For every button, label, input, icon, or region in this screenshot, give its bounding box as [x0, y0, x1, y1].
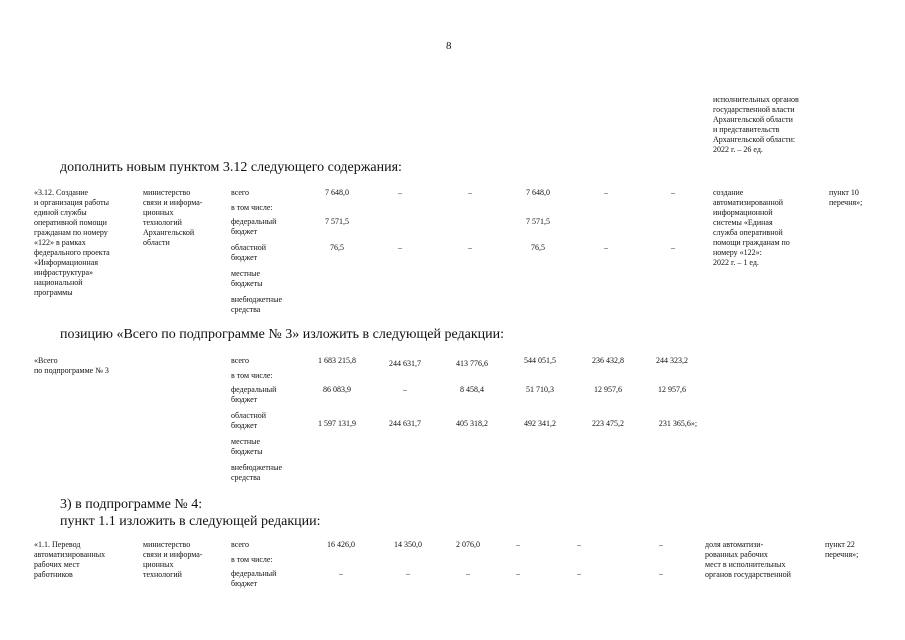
text-line: ционных: [143, 208, 174, 217]
funding-label: всего: [231, 540, 250, 549]
text-line: средства: [231, 305, 261, 314]
funding-value: –: [577, 569, 581, 578]
text-line: и представительств: [713, 125, 780, 134]
text-line: местные: [231, 269, 261, 278]
text-line: бюджеты: [231, 447, 263, 456]
text-line: государственной власти: [713, 105, 795, 114]
funding-value: –: [516, 540, 520, 549]
item-3-12-reference: [825, 188, 862, 208]
text-line: создание: [713, 188, 744, 197]
page-number: 8: [446, 40, 452, 52]
funding-value: 86 083,9: [323, 385, 351, 394]
text-line: технологий: [143, 218, 182, 227]
text-line: служба оперативной: [713, 228, 783, 237]
funding-value: –: [406, 569, 410, 578]
funding-value: 405 318,2: [456, 419, 488, 428]
item-1-1-reference: [825, 540, 858, 560]
funding-label: [231, 385, 276, 405]
text-line: пункт 10: [829, 188, 859, 197]
item-3-12-name: [34, 188, 110, 298]
text-line: программы: [34, 288, 73, 297]
funding-value: 236 432,8: [592, 356, 624, 365]
text-line: «3.12. Создание: [34, 188, 89, 197]
text-line: «Всего: [34, 356, 58, 365]
funding-value: 244 631,7: [389, 419, 421, 428]
heading-total-subprogram-3: позицию «Всего по подпрограмме № 3» изложить в следующей редакции:: [60, 327, 505, 342]
funding-value: 544 051,5: [524, 356, 556, 365]
item-1-1-result: [705, 540, 791, 580]
funding-label: [231, 411, 266, 431]
text-line: средства: [231, 473, 261, 482]
text-line: автоматизированных: [34, 550, 106, 559]
item-1-1-name: [34, 540, 105, 580]
text-line: гражданам по номеру: [34, 228, 108, 237]
funding-label: [231, 463, 282, 483]
text-line: национальной: [34, 278, 83, 287]
funding-value: 76,5: [531, 243, 545, 252]
text-line: технологий: [143, 570, 182, 579]
funding-value: 7 571,5: [325, 217, 349, 226]
text-line: федеральный: [231, 217, 277, 226]
funding-label: [231, 295, 282, 315]
text-line: «1.1. Перевод: [34, 540, 81, 549]
funding-value: –: [604, 243, 608, 252]
funding-label: [231, 437, 263, 457]
funding-value: 76,5: [330, 243, 344, 252]
text-line: «122» в рамках: [34, 238, 86, 247]
funding-value: 7 571,5: [526, 217, 550, 226]
text-line: ционных: [143, 560, 174, 569]
funding-value: –: [659, 569, 663, 578]
funding-value: 1 597 131,9: [318, 419, 356, 428]
text-line: «Информационная: [34, 258, 99, 267]
text-line: пункт 22: [825, 540, 855, 549]
funding-value: –: [671, 188, 675, 197]
text-line: органов государственной: [705, 570, 791, 579]
text-line: единой службы: [34, 208, 87, 217]
text-line: бюджет: [231, 253, 258, 262]
text-line: министерство: [143, 540, 191, 549]
funding-label: [231, 569, 276, 589]
heading-item-1-1: пункт 1.1 изложить в следующей редакции:: [60, 514, 321, 529]
funding-label: в том числе:: [231, 203, 273, 212]
text-line: системы «Единая: [713, 218, 773, 227]
text-line: связи и информа-: [143, 550, 203, 559]
text-line: областной: [231, 411, 267, 420]
funding-value: 492 341,2: [524, 419, 556, 428]
item-3-12-result: [713, 188, 790, 268]
funding-label: в том числе:: [231, 371, 273, 380]
text-line: министерство: [143, 188, 191, 197]
funding-value: 16 426,0: [327, 540, 355, 549]
funding-label: [231, 243, 266, 263]
funding-value: –: [577, 540, 581, 549]
text-line: инфраструктура»: [34, 268, 94, 277]
funding-label: в том числе:: [231, 555, 273, 564]
funding-value: 231 365,6»;: [658, 419, 698, 428]
heading-subprogram-4: 3) в подпрограмме № 4:: [60, 497, 203, 512]
text-line: информационной: [713, 208, 773, 217]
funding-value: 1 683 215,8: [318, 356, 356, 365]
funding-value: –: [468, 188, 472, 197]
text-line: номеру «122»:: [713, 248, 762, 257]
text-line: связи и информа-: [143, 198, 203, 207]
funding-value: 14 350,0: [394, 540, 422, 549]
funding-value: 413 776,6: [456, 359, 488, 368]
text-line: помощи гражданам по: [713, 238, 790, 247]
text-line: 2022 г. – 26 ед.: [713, 145, 763, 154]
text-line: бюджеты: [231, 279, 263, 288]
top-right-result-text: [713, 95, 799, 155]
text-line: Архангельской: [143, 228, 195, 237]
funding-label: всего: [231, 188, 250, 197]
text-line: Архангельской области:: [713, 135, 796, 144]
text-line: внебюджетные: [231, 295, 282, 304]
text-line: области: [143, 238, 170, 247]
text-line: 2022 г. – 1 ед.: [713, 258, 759, 267]
text-line: внебюджетные: [231, 463, 282, 472]
text-line: местные: [231, 437, 261, 446]
text-line: федеральный: [231, 569, 277, 578]
funding-value: –: [671, 243, 675, 252]
text-line: областной: [231, 243, 267, 252]
text-line: исполнительных органов: [713, 95, 799, 104]
funding-value: 2 076,0: [456, 540, 480, 549]
funding-value: 7 648,0: [526, 188, 550, 197]
text-line: перечня»;: [825, 550, 859, 559]
text-line: оперативной помощи: [34, 218, 107, 227]
funding-value: 223 475,2: [592, 419, 624, 428]
text-line: автоматизированной: [713, 198, 784, 207]
funding-label: [231, 217, 276, 237]
text-line: бюджет: [231, 395, 258, 404]
text-line: бюджет: [231, 579, 258, 588]
funding-value: 244 323,2: [656, 356, 688, 365]
funding-value: –: [516, 569, 520, 578]
text-line: рабочих мест: [34, 560, 80, 569]
text-line: перечня»;: [829, 198, 863, 207]
text-line: федеральный: [231, 385, 277, 394]
text-line: Архангельской области: [713, 115, 793, 124]
funding-value: –: [466, 569, 470, 578]
text-line: рованных рабочих: [705, 550, 768, 559]
funding-value: 51 710,3: [526, 385, 554, 394]
text-line: доля автоматизи-: [705, 540, 764, 549]
funding-value: –: [398, 188, 402, 197]
total-3-name: [34, 356, 109, 376]
text-line: бюджет: [231, 227, 258, 236]
heading-add-item-3-12: дополнить новым пунктом 3.12 следующего содержания:: [60, 160, 402, 175]
text-line: мест в исполнительных: [705, 560, 786, 569]
item-1-1-executor: [143, 540, 202, 580]
funding-value: 8 458,4: [460, 385, 484, 394]
funding-value: –: [468, 243, 472, 252]
funding-value: –: [659, 540, 663, 549]
text-line: по подпрограмме № 3: [34, 366, 109, 375]
funding-label: всего: [231, 356, 250, 365]
funding-value: –: [403, 385, 407, 394]
funding-value: –: [398, 243, 402, 252]
text-line: работников: [34, 570, 73, 579]
funding-value: 7 648,0: [325, 188, 349, 197]
text-line: федерального проекта: [34, 248, 110, 257]
text-line: бюджет: [231, 421, 258, 430]
funding-value: –: [604, 188, 608, 197]
funding-label: [231, 269, 263, 289]
funding-value: –: [339, 569, 343, 578]
funding-value: 244 631,7: [389, 359, 421, 368]
funding-value: 12 957,6: [658, 385, 686, 394]
funding-value: 12 957,6: [594, 385, 622, 394]
text-line: и организация работы: [34, 198, 110, 207]
item-3-12-executor: [143, 188, 202, 248]
